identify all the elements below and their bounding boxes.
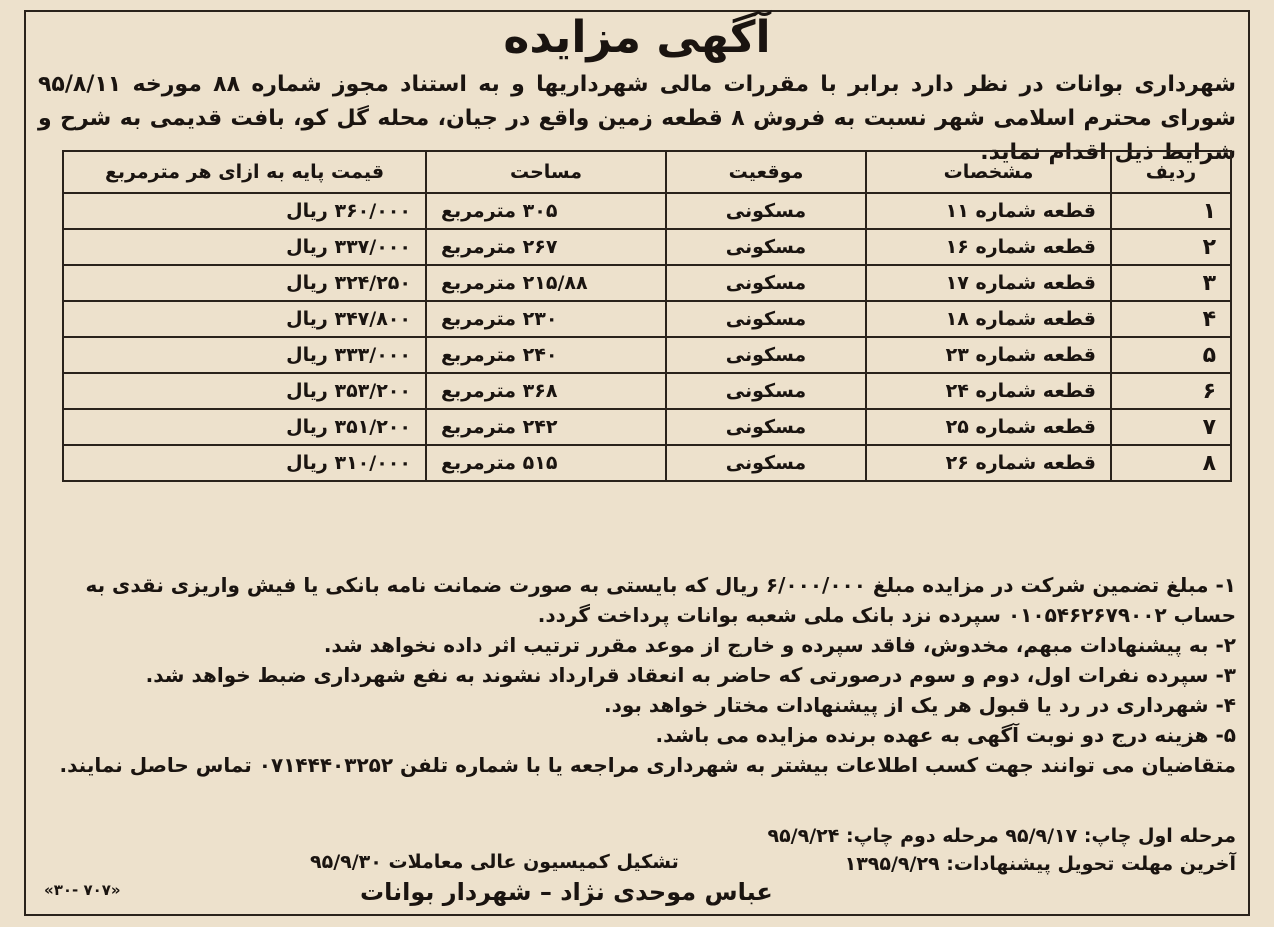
cell-location: مسکونی [666, 445, 866, 481]
cell-price: ۳۳۷/۰۰۰ ریال [63, 229, 426, 265]
lots-table [62, 150, 1232, 482]
cell-location: مسکونی [666, 229, 866, 265]
notice-title: آگهی مزایده [503, 12, 771, 63]
condition-item: ۲- به پیشنهادات مبهم، مخدوش، فاقد سپرده و خارج از موعد مقرر ترتیب اثر داده نخواهد شد. [323, 633, 1236, 657]
cell-location: مسکونی [666, 301, 866, 337]
mayor-signature: عباس موحدی نژاد – شهردار بوانات [360, 878, 773, 906]
cell-row-no: ۴ [1111, 301, 1231, 337]
cell-spec: قطعه شماره ۲۴ [866, 373, 1111, 409]
ad-code: «۳۰- ۷۰۷» [44, 881, 121, 899]
cell-row-no: ۱ [1111, 193, 1231, 229]
cell-area: ۲۴۰ مترمربع [426, 337, 666, 373]
cell-price: ۳۴۷/۸۰۰ ریال [63, 301, 426, 337]
cell-row-no: ۶ [1111, 373, 1231, 409]
header-price: قیمت پایه به ازای هر مترمربع [63, 151, 426, 193]
table-row [63, 229, 1231, 265]
cell-area: ۲۳۰ مترمربع [426, 301, 666, 337]
cell-row-no: ۲ [1111, 229, 1231, 265]
cell-row-no: ۵ [1111, 337, 1231, 373]
condition-item: ۳- سپرده نفرات اول، دوم و سوم درصورتی که حاضر به انعقاد قرارداد نشوند به نفع شهرداری ضبط خواهد شد. [145, 663, 1236, 687]
condition-item: ۴- شهرداری در رد یا قبول هر یک از پیشنهادات مختار خواهد بود. [604, 693, 1236, 717]
cell-spec: قطعه شماره ۱۱ [866, 193, 1111, 229]
cell-spec: قطعه شماره ۱۷ [866, 265, 1111, 301]
cell-location: مسکونی [666, 373, 866, 409]
table-header-row [63, 151, 1231, 193]
cell-location: مسکونی [666, 337, 866, 373]
condition-item: ۵- هزینه درج دو نوبت آگهی به عهده برنده مزایده می باشد. [655, 723, 1236, 747]
cell-price: ۳۶۰/۰۰۰ ریال [63, 193, 426, 229]
cell-price: ۳۵۱/۲۰۰ ریال [63, 409, 426, 445]
cell-area: ۲۱۵/۸۸ مترمربع [426, 265, 666, 301]
header-area: مساحت [426, 151, 666, 193]
dates-block [767, 822, 1236, 878]
deadline-date: آخرین مهلت تحویل پیشنهادات: ۱۳۹۵/۹/۲۹ [844, 853, 1236, 875]
cell-area: ۲۴۲ مترمربع [426, 409, 666, 445]
cell-area: ۵۱۵ مترمربع [426, 445, 666, 481]
table-row [63, 409, 1231, 445]
cell-area: ۳۰۵ مترمربع [426, 193, 666, 229]
table-row [63, 337, 1231, 373]
table-row [63, 301, 1231, 337]
cell-row-no: ۳ [1111, 265, 1231, 301]
cell-area: ۳۶۸ مترمربع [426, 373, 666, 409]
header-location: موقعیت [666, 151, 866, 193]
cell-price: ۳۲۴/۲۵۰ ریال [63, 265, 426, 301]
cell-spec: قطعه شماره ۱۸ [866, 301, 1111, 337]
contact-note: متقاضیان می توانند جهت کسب اطلاعات بیشتر به شهرداری مراجعه یا با شماره تلفن ۰۷۱۴۴۴۰۳۲۵۲ تماس حاصل نمایند. [59, 753, 1236, 777]
cell-area: ۲۶۷ مترمربع [426, 229, 666, 265]
cell-location: مسکونی [666, 409, 866, 445]
cell-location: مسکونی [666, 193, 866, 229]
table-row [63, 265, 1231, 301]
cell-spec: قطعه شماره ۲۳ [866, 337, 1111, 373]
cell-price: ۳۵۳/۲۰۰ ریال [63, 373, 426, 409]
header-row-no: ردیف [1111, 151, 1231, 193]
condition-item: ۱- مبلغ تضمین شرکت در مزایده مبلغ ۶/۰۰۰/۰۰۰ ریال که بایستی به صورت ضمانت نامه بانکی یا فیش واریزی نقدی به حساب ۰۱۰۵۴۶۲۶۷۹۰۰۲ سپرده نزد بانک ملی شعبه بوانات پرداخت گردد. [85, 573, 1236, 627]
table-row [63, 445, 1231, 481]
print-dates: مرحله اول چاپ: ۹۵/۹/۱۷ مرحله دوم چاپ: ۹۵/۹/۲۴ [767, 825, 1236, 847]
intro-paragraph: شهرداری بوانات در نظر دارد برابر با مقررات مالی شهرداریها و به استناد مجوز شماره ۸۸ مورخه ۹۵/۸/۱۱ شورای محترم اسلامی شهر نسبت به فروش ۸ قطعه زمین واقع در جیان، محله گل کو، بافت قدیمی به شرح و شرایط ذیل اقدام نماید. [38, 72, 1236, 165]
cell-price: ۳۳۳/۰۰۰ ریال [63, 337, 426, 373]
commission-date: تشکیل کمیسیون عالی معاملات ۹۵/۹/۳۰ [310, 851, 679, 873]
cell-location: مسکونی [666, 265, 866, 301]
table-row [63, 373, 1231, 409]
conditions-list [40, 570, 1236, 780]
header-spec: مشخصات [866, 151, 1111, 193]
table-row [63, 193, 1231, 229]
cell-price: ۳۱۰/۰۰۰ ریال [63, 445, 426, 481]
cell-row-no: ۷ [1111, 409, 1231, 445]
cell-spec: قطعه شماره ۱۶ [866, 229, 1111, 265]
cell-spec: قطعه شماره ۲۶ [866, 445, 1111, 481]
cell-spec: قطعه شماره ۲۵ [866, 409, 1111, 445]
cell-row-no: ۸ [1111, 445, 1231, 481]
